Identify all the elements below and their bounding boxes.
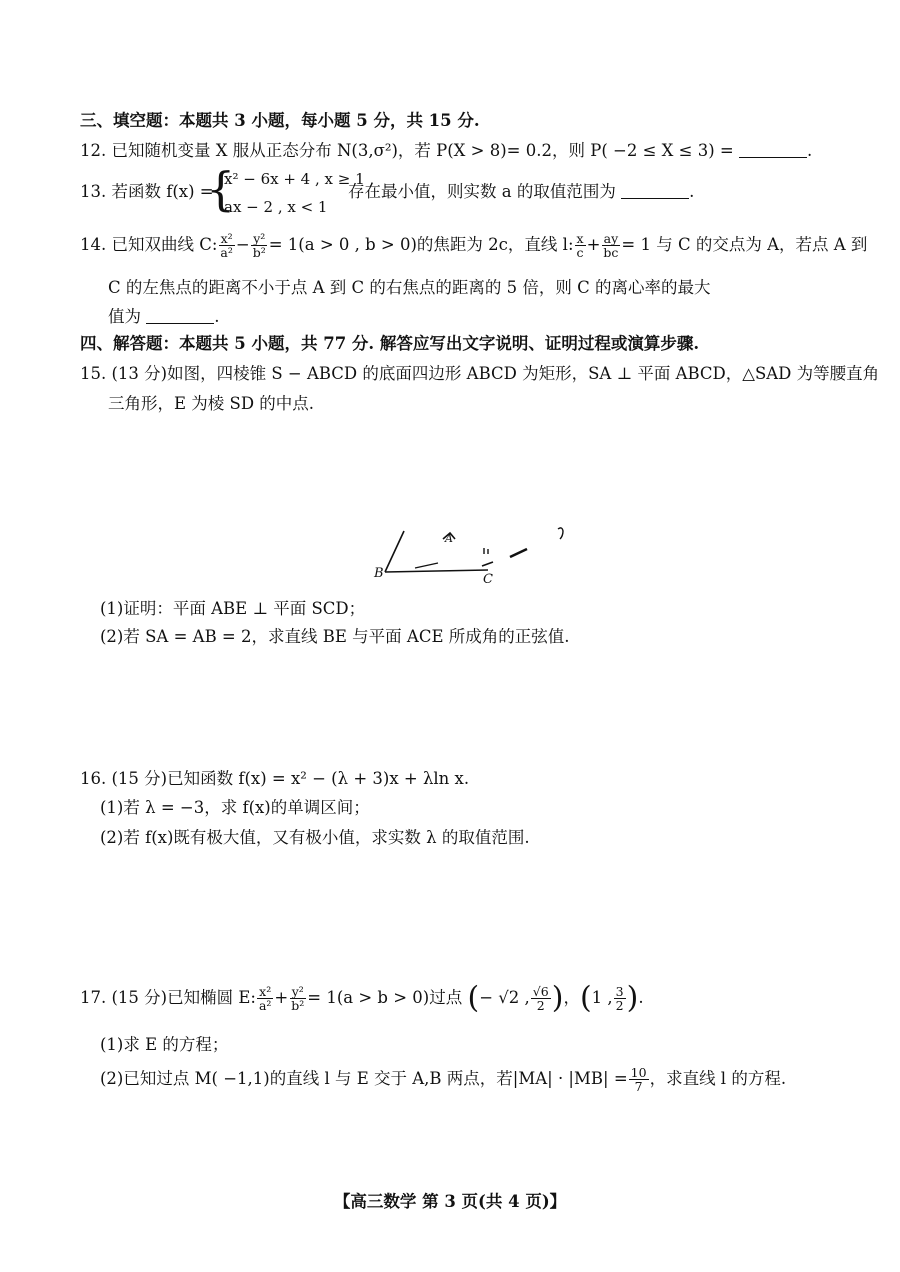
figure-dash-2 [482, 562, 493, 566]
section3-heading: 三、填空题：本题共 3 小题，每小题 5 分，共 15 分. [80, 111, 480, 130]
q14-answer-blank[interactable] [146, 307, 214, 324]
q17-sub2-prefix: (2)已知过点 M( −1,1)的直线 l 与 E 交于 A,B 两点，若|MA| · |MB| = [100, 1069, 628, 1088]
q13-suffix-text: 存在最小值，则实数 a 的取值范围为 [348, 182, 616, 201]
figure-dash-3 [510, 549, 527, 557]
question-17-sub-1: (1)求 E 的方程； [100, 1035, 229, 1054]
q13-suffix [348, 181, 694, 203]
q17-plus: + [274, 988, 289, 1007]
question-14-line-1 [80, 232, 867, 259]
q17-frac-y2b2: $\frac{\text{y²}}{\text{b²}}$ [291, 984, 305, 1013]
q13-prefix: 13. 若函数 f(x) = [80, 182, 214, 201]
figure-edge-ba [385, 531, 404, 572]
question-14-line-2: C 的左焦点的距离不小于点 A 到 C 的右焦点的距离的 5 倍，则 C 的离心率的最大 [108, 278, 711, 297]
q17-frac-3-2: $\frac{3}{2}$ [615, 984, 624, 1013]
q14-text-1: 14. 已知双曲线 C: [80, 235, 218, 254]
q12-answer-blank[interactable] [739, 141, 807, 158]
q17-period: . [638, 988, 644, 1007]
question-17-sub-2 [100, 1066, 786, 1093]
page-footer: 【高三数学 第 3 页(共 4 页)】 [333, 1192, 567, 1211]
q14-plus: + [586, 235, 601, 254]
question-16-line-1: 16. (15 分)已知函数 f(x) = x² − (λ + 3)x + λln x. [80, 769, 470, 788]
q12-text: 12. 已知随机变量 X 服从正态分布 N(3,σ²)，若 P(X > 8)= 0.2，则 P( −2 ≤ X ≤ 3) = [80, 141, 734, 160]
figure-dash-1 [415, 563, 438, 568]
q17-point2-x: 1 , [591, 988, 613, 1007]
q14-minus: − [235, 235, 250, 254]
q17-frac-10-7: $\frac{10}{7}$ [630, 1065, 647, 1094]
question-12 [80, 140, 812, 162]
q17-paren-close-1: ) [551, 980, 564, 1016]
figure-mark-3 [558, 528, 563, 539]
section4-heading: 四、解答题：本题共 5 小题，共 77 分. 解答应写出文字说明、证明过程或演算步骤. [80, 334, 700, 353]
q14-line3-prefix: 值为 [108, 307, 141, 326]
q13-case-2: ax − 2 , x < 1 [224, 198, 328, 216]
q14-frac-x2a2: $\frac{\text{x²}}{\text{a²}}$ [220, 231, 233, 260]
q14-text-3: = 1 与 C 的交点为 A，若点 A 到 [621, 235, 868, 254]
q13-answer-blank[interactable] [621, 182, 689, 199]
q14-frac-aybc: $\frac{ay}{bc}$ [603, 231, 619, 260]
question-17-line-1 [80, 980, 644, 1016]
q17-paren-open-1: ( [467, 980, 480, 1016]
figure-label-c: C [483, 572, 493, 587]
question-13 [80, 181, 214, 203]
figure-label-b: B [374, 566, 384, 581]
question-15-line-2: 三角形，E 为棱 SD 的中点. [108, 394, 315, 413]
question-16-sub-1: (1)若 λ = −3，求 f(x)的单调区间； [100, 798, 370, 817]
q17-point1-x: − √2 , [479, 988, 530, 1007]
figure-edge-bc [385, 570, 488, 572]
q13-period: . [689, 182, 695, 201]
q17-frac-sqrt6-2: $\frac{√6}{2}$ [532, 984, 549, 1013]
pyramid-figure [360, 505, 600, 595]
q17-paren-open-2: ( [579, 980, 592, 1016]
q13-brace: { [206, 162, 236, 216]
question-15-line-1: 15. (13 分)如图，四棱锥 S − ABCD 的底面四边形 ABCD 为矩形，SA ⊥ 平面 ABCD，△SAD 为等腰直角 [80, 364, 880, 383]
q14-text-2: = 1(a > 0 , b > 0)的焦距为 2c，直线 l: [268, 235, 574, 254]
question-15-sub-2: (2)若 SA = AB = 2，求直线 BE 与平面 ACE 所成角的正弦值. [100, 627, 570, 646]
q17-paren-close-2: ) [626, 980, 639, 1016]
q14-period: . [214, 307, 220, 326]
q14-frac-y2b2: $\frac{\text{y²}}{\text{b²}}$ [252, 231, 266, 260]
q17-sub2-suffix: ，求直线 l 的方程. [649, 1069, 787, 1088]
q12-period: . [806, 141, 813, 160]
question-15-sub-1: (1)证明：平面 ABE ⊥ 平面 SCD； [100, 599, 366, 618]
q17-text-2: = 1(a > b > 0)过点 [307, 988, 463, 1007]
q13-case-1: x² − 6x + 4 , x ≥ 1 , [224, 170, 375, 188]
question-16-sub-2: (2)若 f(x)既有极大值，又有极小值，求实数 λ 的取值范围. [100, 828, 530, 847]
q14-frac-xc: $\frac{x}{c}$ [576, 231, 584, 260]
q17-text-1: 17. (15 分)已知椭圆 E: [80, 988, 256, 1007]
question-14-line-3 [108, 306, 220, 328]
figure-label-a: A [445, 532, 453, 545]
q17-comma: ， [563, 988, 580, 1007]
q17-frac-x2a2: $\frac{\text{x²}}{\text{a²}}$ [258, 984, 272, 1013]
